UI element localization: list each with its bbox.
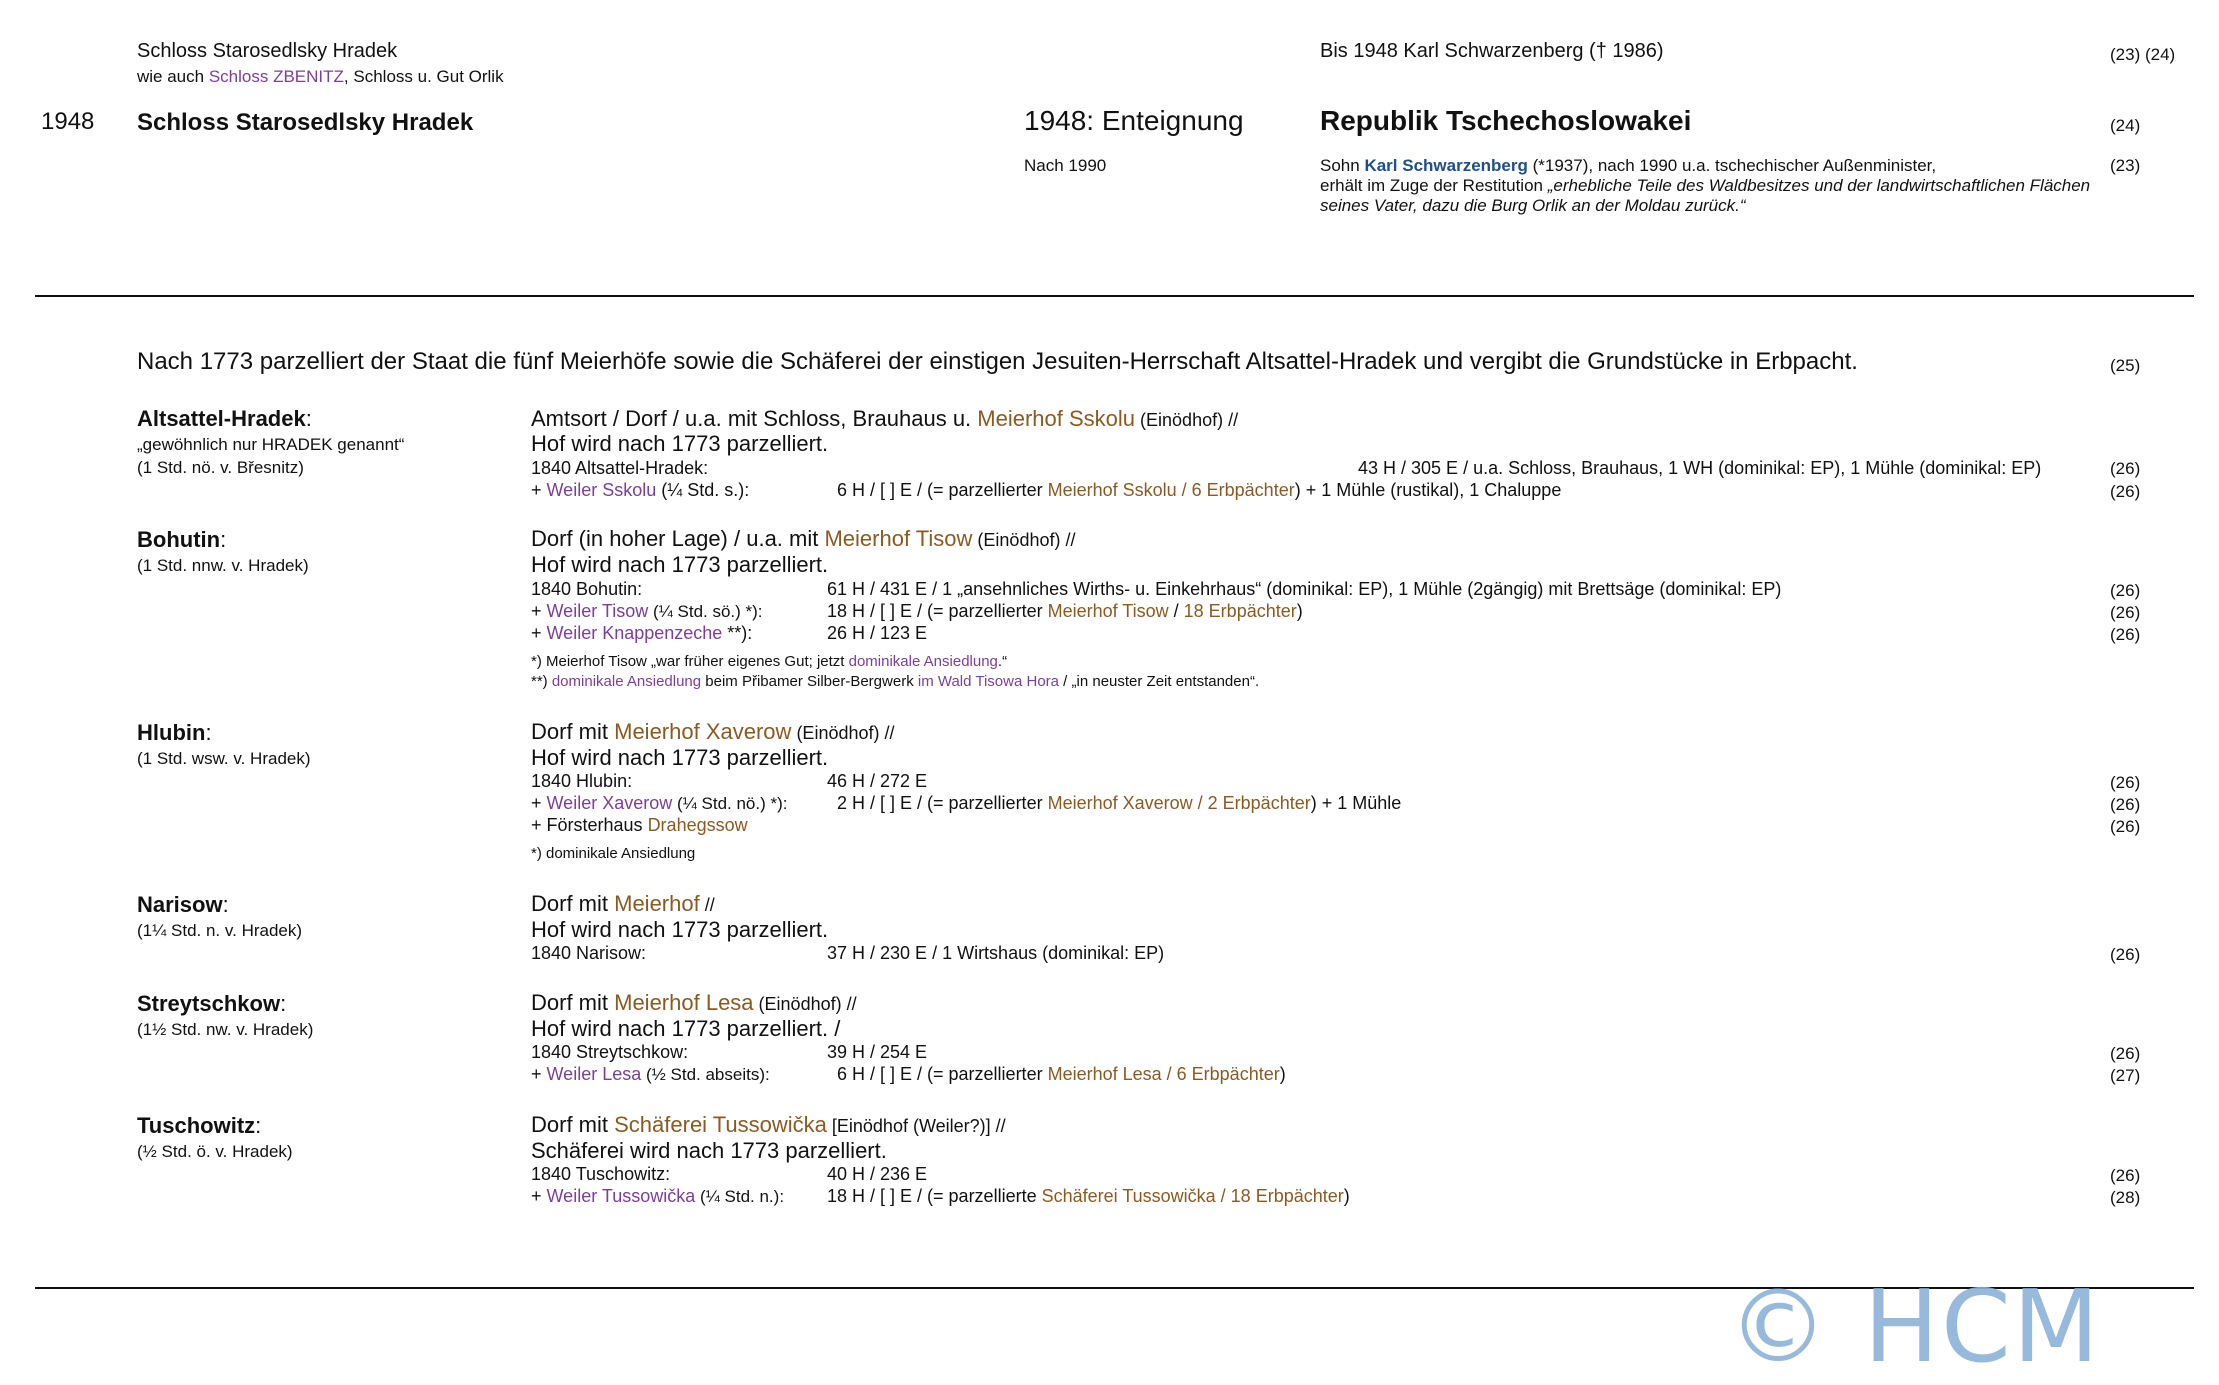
intro-text: Nach 1773 parzelliert der Staat die fünf Meierhöfe sowie die Schäferei der einstigen Jesuiten-Herrschaft Altsattel-Hradek und vergibt die Grundstücke in Erbpacht. xyxy=(137,348,1858,375)
link-meierhof-xaverow[interactable]: Meierhof Xaverow xyxy=(614,719,792,744)
ref-streytschkow-1: (26) xyxy=(2110,1044,2141,1063)
narisow-desc-1: Dorf mit Meierhof // xyxy=(531,891,715,916)
link-meierhof-sskolu[interactable]: Meierhof Sskolu xyxy=(977,406,1136,431)
copyright-watermark: © HCM xyxy=(1728,1268,2102,1385)
bohutin-desc-2: Hof wird nach 1773 parzelliert. xyxy=(531,552,829,577)
place-note-narisow: (1¼ Std. n. v. Hradek) xyxy=(137,921,303,940)
streytschkow-row-weiler-lesa: + Weiler Lesa (½ Std. abseits): 6 H / [ ] E / (= parzellierter Meierhof Lesa / 6 Erbpächter) xyxy=(531,1064,1286,1084)
hlubin-row-foersterhaus: + Försterhaus Drahegssow xyxy=(531,815,748,835)
after-line2-quote: „erhebliche Teile des Waldbesitzes und der landwirtschaftlichen Flächen xyxy=(1547,176,2091,195)
hlubin-desc-2: Hof wird nach 1773 parzelliert. xyxy=(531,745,829,770)
state-title: Republik Tschechoslowakei xyxy=(1320,105,1692,136)
ref-state: (24) xyxy=(2110,116,2141,135)
place-name-streytschkow: Streytschkow: xyxy=(137,991,287,1016)
year-label: 1948 xyxy=(41,108,95,135)
ref-bohutin-2: (26) xyxy=(2110,603,2141,622)
hlubin-desc-1: Dorf mit Meierhof Xaverow (Einödhof) // xyxy=(531,719,895,744)
page-title: Schloss Starosedlsky Hradek xyxy=(137,109,474,136)
ref-hlubin-2: (26) xyxy=(2110,795,2141,814)
place-name-narisow: Narisow: xyxy=(137,892,229,917)
ref-hlubin-3: (26) xyxy=(2110,817,2141,836)
ref-hlubin-1: (26) xyxy=(2110,773,2141,792)
ref-bohutin-3: (26) xyxy=(2110,625,2141,644)
after-line1-suffix: (*1937), nach 1990 u.a. tschechischer Außenminister, xyxy=(1527,156,1937,175)
ref-bohutin-1: (26) xyxy=(2110,581,2141,600)
subtitle-prefix: wie auch xyxy=(137,67,209,86)
bohutin-row-1840: 1840 Bohutin: 61 H / 431 E / 1 „ansehnliches Wirths- u. Einkehrhaus“ (dominikal: EP), 1 Mühle (2gängig) mit Brettsäge (dominikal: EP) xyxy=(531,579,1782,599)
ref-altsattel-1: (26) xyxy=(2110,459,2141,478)
ref-narisow-1: (26) xyxy=(2110,945,2141,964)
altsattel-row-1840: 1840 Altsattel-Hradek: 43 H / 305 E / u.a. Schloss, Brauhaus, 1 WH (dominikal: EP), 1 Mühle (dominikal: EP) xyxy=(531,458,2042,478)
altsattel-desc-2: Hof wird nach 1773 parzelliert. xyxy=(531,431,829,456)
bohutin-row-weiler-tisow: + Weiler Tisow (¼ Std. sö.) *): 18 H / [ ] E / (= parzellierter Meierhof Tisow / 18 Erbpächter) xyxy=(531,601,1303,621)
place-note-altsattel-2: (1 Std. nö. v. Břesnitz) xyxy=(137,458,304,477)
after-line1-prefix: Sohn xyxy=(1320,156,1365,175)
after-1990-line3: seines Vater, dazu die Burg Orlik an der Moldau zurück.“ xyxy=(1320,196,1746,215)
place-name-hlubin: Hlubin: xyxy=(137,720,212,745)
bohutin-row-weiler-knappenzeche: + Weiler Knappenzeche **): 26 H / 123 E xyxy=(531,623,928,643)
narisow-desc-2: Hof wird nach 1773 parzelliert. xyxy=(531,917,829,942)
link-meierhof-lesa[interactable]: Meierhof Lesa xyxy=(614,990,754,1015)
header-left-subtitle xyxy=(137,67,504,87)
link-weiler-tisow[interactable]: Weiler Tisow xyxy=(546,601,649,621)
tuschowitz-desc-2: Schäferei wird nach 1773 parzelliert. xyxy=(531,1138,887,1163)
place-note-tuschowitz: (½ Std. ö. v. Hradek) xyxy=(137,1142,293,1161)
link-weiler-knappenzeche[interactable]: Weiler Knappenzeche xyxy=(546,623,723,643)
ref-streytschkow-2: (27) xyxy=(2110,1066,2141,1085)
after-line2-prefix: erhält im Zuge der Restitution xyxy=(1320,176,1548,195)
link-weiler-lesa[interactable]: Weiler Lesa xyxy=(546,1064,642,1084)
place-name-bohutin: Bohutin: xyxy=(137,527,227,552)
bohutin-footnote-1: *) Meierhof Tisow „war früher eigenes Gut; jetzt dominikale Ansiedlung.“ xyxy=(531,653,1008,670)
hlubin-footnote: *) dominikale Ansiedlung xyxy=(531,845,696,862)
place-note-streytschkow: (1½ Std. nw. v. Hradek) xyxy=(137,1020,314,1039)
tuschowitz-row-1840: 1840 Tuschowitz: 40 H / 236 E xyxy=(531,1164,928,1184)
link-weiler-xaverow[interactable]: Weiler Xaverow xyxy=(546,793,673,813)
bohutin-footnote-2: **) dominikale Ansiedlung beim Přibamer Silber-Bergwerk im Wald Tisowa Hora / „in neuster Zeit entstanden“. xyxy=(531,673,1260,690)
place-name-altsattel: Altsattel-Hradek: xyxy=(137,406,312,431)
ref-tuschowitz-1: (26) xyxy=(2110,1166,2141,1185)
streytschkow-desc-1: Dorf mit Meierhof Lesa (Einödhof) // xyxy=(531,990,857,1015)
subtitle-suffix: , Schloss u. Gut Orlik xyxy=(343,67,504,86)
event-title: 1948: Enteignung xyxy=(1024,105,1244,136)
ref-altsattel-2: (26) xyxy=(2110,482,2141,501)
link-karl-schwarzenberg[interactable]: Karl Schwarzenberg xyxy=(1364,156,1528,175)
altsattel-row-weiler: + Weiler Sskolu (¼ Std. s.): 6 H / [ ] E / (= parzellierter Meierhof Sskolu / 6 Erbpächter) + 1 Mühle (rustikal), 1 Chaluppe xyxy=(531,480,1562,500)
after-1990-line1 xyxy=(1320,156,1936,176)
place-name-tuschowitz: Tuschowitz: xyxy=(137,1113,262,1138)
link-weiler-tussowicka[interactable]: Weiler Tussowička xyxy=(546,1186,696,1206)
after-1990-label: Nach 1990 xyxy=(1024,156,1107,175)
place-note-altsattel-1: „gewöhnlich nur HRADEK genannt“ xyxy=(137,435,405,454)
divider-top xyxy=(35,295,2194,297)
hlubin-row-weiler-xaverow: + Weiler Xaverow (¼ Std. nö.) *): 2 H / [ ] E / (= parzellierter Meierhof Xaverow / 2 Erbpächter) + 1 Mühle xyxy=(531,793,1402,813)
link-schaeferei-tussowicka[interactable]: Schäferei Tussowička xyxy=(614,1112,827,1137)
streytschkow-row-1840: 1840 Streytschkow: 39 H / 254 E xyxy=(531,1042,928,1062)
ref-tuschowitz-2: (28) xyxy=(2110,1188,2141,1207)
altsattel-desc-1: Amtsort / Dorf / u.a. mit Schloss, Brauhaus u. Meierhof Sskolu (Einödhof) // xyxy=(531,406,1239,431)
bohutin-desc-1: Dorf (in hoher Lage) / u.a. mit Meierhof Tisow (Einödhof) // xyxy=(531,526,1076,551)
tuschowitz-desc-1: Dorf mit Schäferei Tussowička [Einödhof (Weiler?)] // xyxy=(531,1112,1006,1137)
ref-header-top: (23) (24) xyxy=(2110,45,2176,64)
place-note-hlubin: (1 Std. wsw. v. Hradek) xyxy=(137,749,311,768)
ref-intro: (25) xyxy=(2110,356,2141,375)
narisow-row-1840: 1840 Narisow: 37 H / 230 E / 1 Wirtshaus (dominikal: EP) xyxy=(531,943,1165,963)
after-1990-line2 xyxy=(1320,176,2090,196)
link-drahegssow[interactable]: Drahegssow xyxy=(647,815,748,835)
place-note-bohutin: (1 Std. nnw. v. Hradek) xyxy=(137,556,309,575)
link-meierhof-narisow[interactable]: Meierhof xyxy=(614,891,700,916)
ref-after-1990: (23) xyxy=(2110,156,2141,175)
header-owner-until-1948: Bis 1948 Karl Schwarzenberg († 1986) xyxy=(1320,40,1664,62)
tuschowitz-row-weiler-tussowicka: + Weiler Tussowička (¼ Std. n.): 18 H / [ ] E / (= parzellierte Schäferei Tussowička / 18 Erbpächter) xyxy=(531,1186,1350,1206)
hlubin-row-1840: 1840 Hlubin: 46 H / 272 E xyxy=(531,771,928,791)
link-schloss-zbenitz[interactable]: Schloss ZBENITZ xyxy=(208,67,344,86)
link-meierhof-tisow[interactable]: Meierhof Tisow xyxy=(824,526,973,551)
header-left-title: Schloss Starosedlsky Hradek xyxy=(137,40,398,62)
streytschkow-desc-2: Hof wird nach 1773 parzelliert. / xyxy=(531,1016,841,1041)
link-weiler-sskolu[interactable]: Weiler Sskolu xyxy=(546,480,657,500)
